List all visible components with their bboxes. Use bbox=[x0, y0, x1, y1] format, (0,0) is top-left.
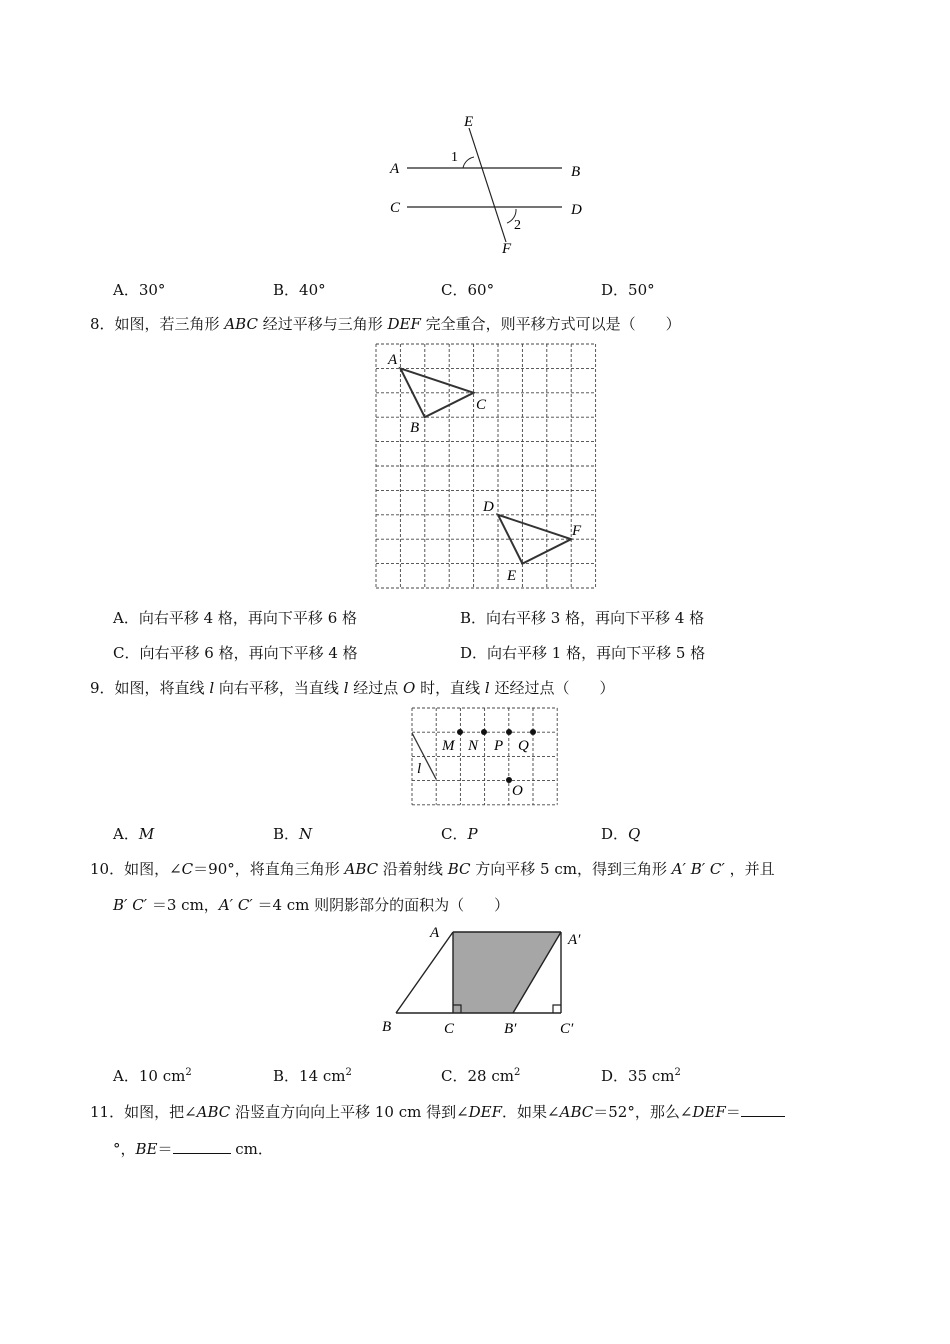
label-C: C bbox=[444, 1021, 455, 1037]
q9-option-b[interactable] bbox=[273, 823, 312, 844]
stem-math: O bbox=[403, 679, 416, 697]
option-sup: 2 bbox=[674, 1067, 681, 1078]
option-sup: 2 bbox=[185, 1067, 192, 1078]
shaded-region bbox=[453, 932, 561, 1013]
option-sup: 2 bbox=[513, 1067, 521, 1078]
q10-option-b[interactable] bbox=[273, 1065, 352, 1086]
label-C: C bbox=[390, 200, 401, 216]
option-text: M bbox=[138, 825, 155, 843]
q7-figure bbox=[380, 108, 600, 268]
stem-math: l bbox=[209, 679, 215, 697]
label-B: B bbox=[571, 164, 581, 180]
stem-text: 如图，将直线 bbox=[114, 679, 210, 697]
q8-grid-figure bbox=[370, 340, 606, 596]
angle-2-label: 2 bbox=[514, 218, 521, 233]
stem-math: ABC bbox=[224, 315, 258, 333]
label-C: C bbox=[476, 397, 487, 413]
option-text: P bbox=[467, 825, 478, 843]
option-text: 向右平移 3 格，再向下平移 4 格 bbox=[486, 609, 705, 627]
option-text: 10 cm bbox=[138, 1067, 186, 1085]
option-text: 40° bbox=[299, 281, 326, 299]
stem-math: C bbox=[181, 860, 194, 878]
question-number: 9． bbox=[90, 679, 115, 697]
q8-option-d[interactable] bbox=[460, 642, 705, 663]
stem-text: 沿竖直方向向上平移 10 cm 得到∠ bbox=[230, 1103, 469, 1121]
label-A: A bbox=[430, 925, 440, 941]
stem-math: DEF bbox=[692, 1103, 726, 1121]
stem-text: ＝ bbox=[157, 1140, 173, 1158]
label-Q: Q bbox=[518, 738, 529, 754]
q8-grid-lines bbox=[376, 344, 596, 588]
point-N bbox=[481, 729, 487, 735]
q7-option-b[interactable] bbox=[273, 279, 326, 300]
stem-text: 如图，若三角形 bbox=[114, 315, 225, 333]
q10-stem-line1 bbox=[90, 858, 775, 879]
option-letter: A． bbox=[113, 1067, 139, 1085]
stem-text: 如图，把∠ bbox=[124, 1103, 197, 1121]
point-P bbox=[506, 729, 512, 735]
option-text: 60° bbox=[467, 281, 495, 299]
stem-text: 沿着射线 bbox=[378, 860, 448, 878]
q7-option-d[interactable] bbox=[601, 279, 655, 300]
q9-option-d[interactable] bbox=[601, 823, 640, 844]
option-text: 向右平移 4 格，再向下平移 6 格 bbox=[138, 609, 358, 627]
option-letter: D． bbox=[601, 281, 629, 299]
stem-math: ABC bbox=[559, 1103, 594, 1121]
q7-option-a[interactable] bbox=[113, 279, 165, 300]
label-B: B bbox=[382, 1019, 392, 1035]
stem-math: l bbox=[343, 679, 349, 697]
option-text: 向右平移 6 格，再向下平移 4 格 bbox=[139, 644, 358, 662]
stem-math: l bbox=[484, 679, 490, 697]
label-N: N bbox=[468, 738, 479, 754]
option-letter: D． bbox=[601, 825, 629, 843]
point-Q bbox=[530, 729, 536, 735]
stem-text: 还经过点（ ） bbox=[489, 679, 615, 697]
option-text: Q bbox=[628, 825, 641, 843]
stem-text: 经过点 bbox=[348, 679, 404, 697]
label-F: F bbox=[572, 523, 582, 539]
option-text: 向右平移 1 格，再向下平移 5 格 bbox=[487, 644, 706, 662]
label-M: M bbox=[442, 738, 455, 754]
stem-math: BE bbox=[135, 1140, 158, 1158]
q9-option-a[interactable] bbox=[113, 823, 154, 844]
point-M bbox=[457, 729, 463, 735]
q8-option-c[interactable] bbox=[113, 642, 358, 663]
option-text: 30° bbox=[138, 281, 166, 299]
option-text: 50° bbox=[628, 281, 655, 299]
q8-option-b[interactable] bbox=[460, 607, 704, 628]
stem-math: DEF bbox=[468, 1103, 503, 1121]
q7-option-c[interactable] bbox=[441, 279, 494, 300]
option-text: 14 cm bbox=[299, 1067, 346, 1085]
question-number: 8． bbox=[90, 315, 115, 333]
stem-text: 时，直线 bbox=[415, 679, 485, 697]
option-letter: C． bbox=[441, 281, 468, 299]
label-l: l bbox=[417, 761, 422, 777]
q10-option-c[interactable] bbox=[441, 1065, 520, 1086]
answer-blank-be[interactable] bbox=[173, 1139, 231, 1154]
stem-text: ＝52°，那么∠ bbox=[593, 1103, 693, 1121]
label-D: D bbox=[571, 202, 582, 218]
label-O: O bbox=[512, 783, 523, 799]
stem-text: ，并且 bbox=[724, 860, 775, 878]
option-letter: A． bbox=[113, 281, 139, 299]
stem-text: 经过平移与三角形 bbox=[257, 315, 388, 333]
stem-text: ＝90°，将直角三角形 bbox=[193, 860, 345, 878]
q11-stem-line2 bbox=[113, 1138, 273, 1159]
option-text: N bbox=[299, 825, 313, 843]
option-letter: B． bbox=[273, 825, 300, 843]
option-letter: D． bbox=[601, 1067, 629, 1085]
q10-option-a[interactable] bbox=[113, 1065, 192, 1086]
label-B: B bbox=[410, 420, 420, 436]
label-E: E bbox=[464, 114, 474, 130]
answer-blank-angle[interactable] bbox=[741, 1102, 785, 1117]
option-text: 35 cm bbox=[628, 1067, 675, 1085]
stem-text: ．如果∠ bbox=[502, 1103, 560, 1121]
label-F: F bbox=[502, 241, 512, 257]
option-letter: B． bbox=[273, 1067, 300, 1085]
stem-text: °， bbox=[113, 1140, 136, 1158]
stem-text: 向右平移，当直线 bbox=[214, 679, 344, 697]
q9-stem bbox=[90, 677, 615, 698]
angle-1-label: 1 bbox=[451, 150, 458, 165]
q10-option-d[interactable] bbox=[601, 1065, 681, 1086]
label-C-prime: C′ bbox=[560, 1021, 574, 1037]
q8-option-a[interactable] bbox=[113, 607, 357, 628]
stem-text: ＝ bbox=[725, 1103, 741, 1121]
label-B-prime: B′ bbox=[504, 1021, 517, 1037]
stem-math: BC bbox=[447, 860, 471, 878]
option-letter: A． bbox=[113, 609, 139, 627]
stem-text: 方向平移 5 cm，得到三角形 bbox=[470, 860, 672, 878]
stem-math: DEF bbox=[387, 315, 421, 333]
label-A: A bbox=[390, 161, 400, 177]
stem-text: ＝4 cm 则阴影部分的面积为（ ） bbox=[252, 896, 510, 914]
q10-figure bbox=[376, 920, 596, 1044]
q9-grid-figure bbox=[405, 703, 565, 809]
stem-math: ABC bbox=[344, 860, 379, 878]
stem-text: ＝3 cm， bbox=[147, 896, 219, 914]
label-E: E bbox=[507, 568, 517, 584]
q8-stem bbox=[90, 313, 681, 334]
option-letter: C． bbox=[113, 644, 140, 662]
stem-text: cm． bbox=[230, 1140, 273, 1158]
option-letter: A． bbox=[113, 825, 139, 843]
stem-text: 完全重合，则平移方式可以是（ ） bbox=[420, 315, 681, 333]
q9-grid-lines bbox=[412, 708, 557, 805]
label-A: A bbox=[388, 352, 398, 368]
stem-math: A′ C′ bbox=[218, 896, 253, 914]
option-sup: 2 bbox=[345, 1067, 352, 1078]
option-letter: C． bbox=[441, 825, 468, 843]
option-text: 28 cm bbox=[467, 1067, 514, 1085]
stem-math: ABC bbox=[196, 1103, 231, 1121]
label-P: P bbox=[494, 738, 504, 754]
option-letter: D． bbox=[460, 644, 488, 662]
label-D: D bbox=[483, 499, 494, 515]
q11-stem-line1 bbox=[90, 1101, 785, 1122]
label-A-prime: A′ bbox=[568, 932, 581, 948]
option-letter: B． bbox=[460, 609, 487, 627]
stem-math: A′ B′ C′ bbox=[671, 860, 725, 878]
stem-math: B′ C′ bbox=[113, 896, 148, 914]
stem-text: 如图，∠ bbox=[124, 860, 182, 878]
q9-option-c[interactable] bbox=[441, 823, 478, 844]
option-letter: B． bbox=[273, 281, 300, 299]
question-number: 11． bbox=[90, 1103, 125, 1121]
q10-stem-line2 bbox=[113, 894, 509, 915]
option-letter: C． bbox=[441, 1067, 468, 1085]
question-number: 10． bbox=[90, 860, 125, 878]
